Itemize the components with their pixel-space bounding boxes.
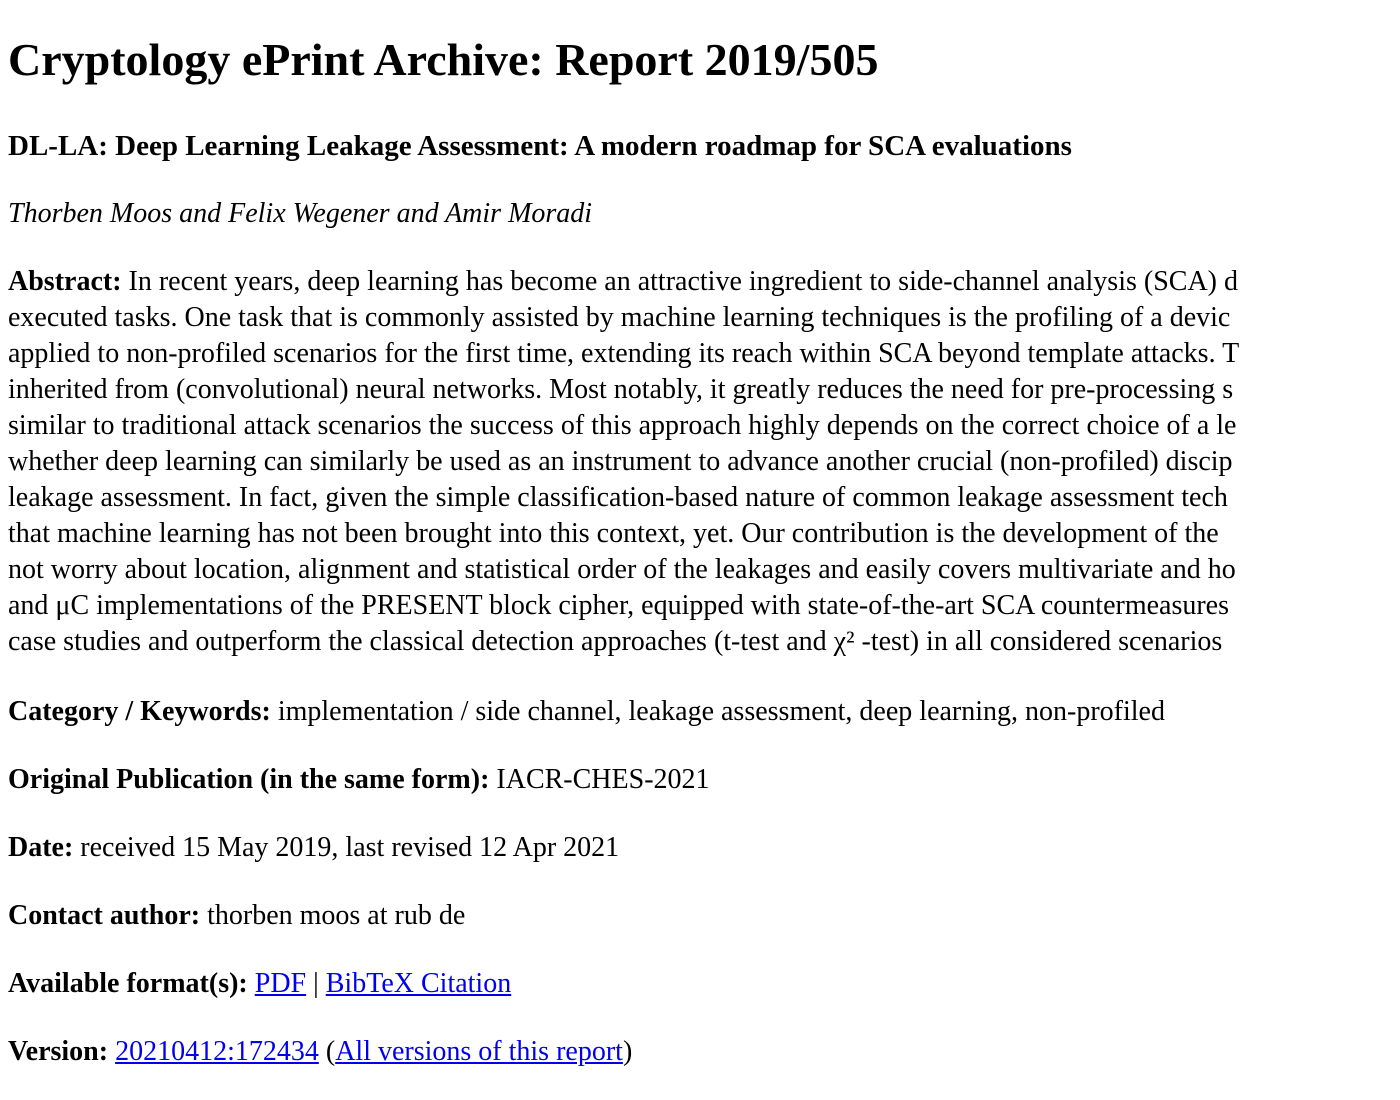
abstract-line: that machine learning has not been brought into this context, yet. Our contribution is the development of the [8, 518, 1219, 549]
contact-label: Contact author: [8, 900, 201, 931]
contact-author [8, 898, 465, 934]
abstract-line: whether deep learning can similarly be used as an instrument to advance another crucial (non-profiled) discip [8, 446, 1233, 477]
abstract-line: and μC implementations of the PRESENT block cipher, equipped with state-of-the-art SCA countermeasures [8, 590, 1229, 621]
abstract-line: executed tasks. One task that is commonly assisted by machine learning techniques is the profiling of a devic [8, 302, 1231, 333]
category-keywords [8, 694, 1165, 730]
date [8, 830, 619, 866]
abstract-line: case studies and outperform the classical detection approaches (t-test and χ² -test) in all considered scenarios [8, 626, 1223, 657]
date-label: Date: [8, 832, 74, 863]
authors: Thorben Moos and Felix Wegener and Amir Moradi [8, 198, 593, 229]
format-separator: | [306, 968, 326, 999]
paper-title: DL-LA: Deep Learning Leakage Assessment: A modern roadmap for SCA evaluations [8, 130, 1072, 162]
page-title: Cryptology ePrint Archive: Report 2019/505 [8, 34, 879, 85]
paren-close: ) [622, 1036, 633, 1067]
publication-label: Original Publication (in the same form): [8, 764, 490, 795]
formats-label: Available format(s): [8, 968, 248, 999]
category-value: implementation / side channel, leakage assessment, deep learning, non-profiled [270, 696, 1165, 727]
original-publication [8, 762, 710, 798]
abstract-text: In recent years, deep learning has become an attractive ingredient to side-channel analysis (SCA) d [121, 266, 1238, 297]
bibtex-link[interactable]: BibTeX Citation [325, 968, 512, 999]
date-value: received 15 May 2019, last revised 12 Apr 2021 [73, 832, 620, 863]
abstract-label: Abstract: [8, 266, 122, 297]
contact-value: thorben moos at rub de [200, 900, 466, 931]
abstract-line [8, 264, 1239, 300]
abstract-line: leakage assessment. In fact, given the simple classification-based nature of common leakage assessment tech [8, 482, 1228, 513]
abstract-line: similar to traditional attack scenarios the success of this approach highly depends on the correct choice of a le [8, 410, 1237, 441]
abstract [8, 264, 1239, 660]
all-versions-link[interactable]: All versions of this report [335, 1036, 623, 1067]
version [8, 1034, 632, 1070]
category-label: Category / Keywords: [8, 696, 271, 727]
pdf-link[interactable]: PDF [254, 968, 307, 999]
available-formats [8, 966, 511, 1002]
abstract-line: applied to non-profiled scenarios for the first time, extending its reach within SCA beyond template attacks. T [8, 338, 1240, 369]
abstract-line: inherited from (convolutional) neural networks. Most notably, it greatly reduces the need for pre-processing s [8, 374, 1234, 405]
abstract-line: not worry about location, alignment and statistical order of the leakages and easily covers multivariate and ho [8, 554, 1236, 585]
publication-value: IACR-CHES-2021 [489, 764, 710, 795]
version-label: Version: [8, 1036, 109, 1067]
paren-open: ( [318, 1036, 336, 1067]
version-link[interactable]: 20210412:172434 [115, 1036, 319, 1067]
